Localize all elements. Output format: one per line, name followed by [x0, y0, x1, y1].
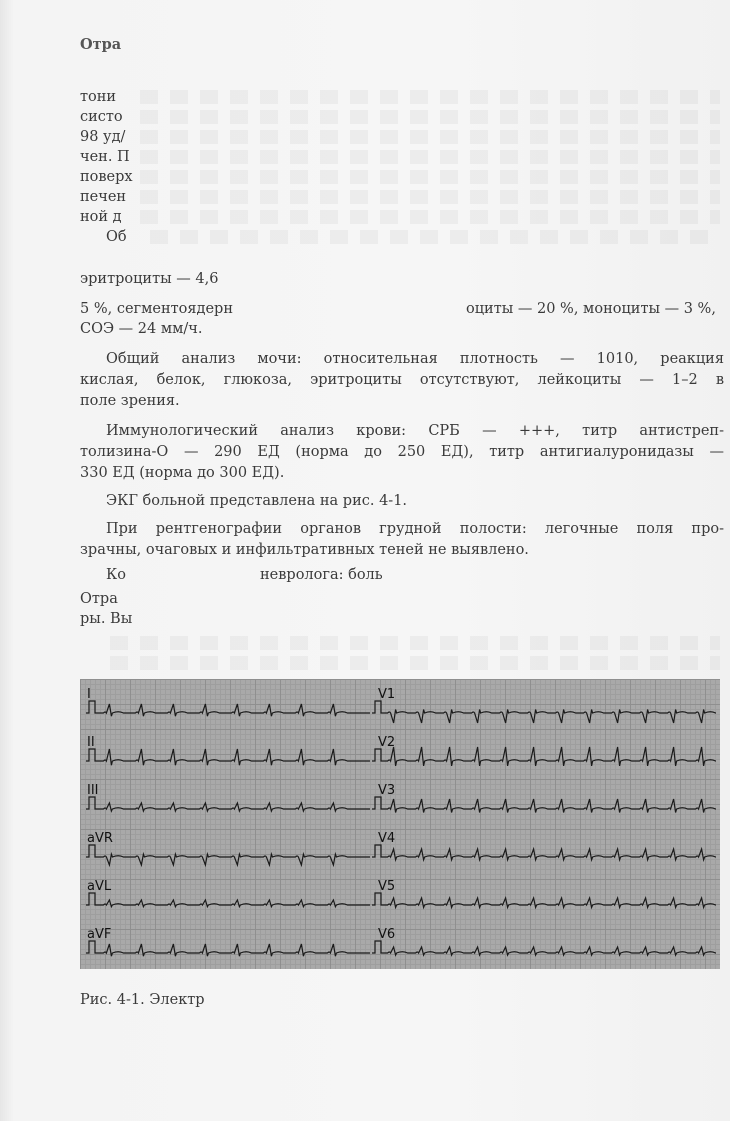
text-line: печен	[80, 189, 127, 205]
text-line: ры. Вы	[80, 611, 133, 627]
ecg-traces	[80, 679, 720, 969]
bleed-through	[110, 636, 720, 650]
lead-label-I: I	[87, 687, 91, 702]
paragraph-immuno-line: 330 ЕД (норма до 300 ЕД).	[80, 465, 285, 481]
ecg-trace-V6	[372, 941, 716, 955]
lead-label-V2: V2	[378, 735, 396, 750]
text-line: оциты — 20 %, моноциты — 3 %,	[466, 301, 716, 317]
ecg-trace-V3	[372, 797, 716, 813]
text-line: систо	[80, 109, 123, 125]
lead-label-V4: V4	[378, 831, 396, 846]
text-line: эритроциты — 4,6	[80, 271, 219, 287]
bleed-through	[150, 230, 720, 244]
text-line: Отра	[80, 591, 118, 607]
lead-label-V1: V1	[378, 687, 396, 702]
ecg-reference-line: ЭКГ больной представлена на рис. 4-1.	[106, 493, 408, 509]
text-line: Об	[106, 229, 127, 245]
lead-label-V6: V6	[378, 927, 396, 942]
bleed-through	[140, 190, 720, 204]
ecg-figure	[80, 679, 720, 969]
text-line: чен. П	[80, 149, 130, 165]
lead-label-III: III	[87, 783, 99, 798]
paragraph-urine-line: кислая, белок, глюкоза, эритроциты отсутствуют, лейкоциты — 1–2 в	[80, 372, 724, 388]
bleed-through	[140, 90, 720, 104]
figure-caption: Рис. 4-1. Электр	[80, 992, 205, 1008]
lead-label-V5: V5	[378, 879, 396, 894]
ecg-trace-V1	[372, 701, 716, 723]
ecg-trace-V5	[372, 893, 716, 907]
ecg-trace-II	[86, 749, 370, 765]
bleed-through	[140, 170, 720, 184]
ecg-trace-I	[86, 701, 370, 716]
paragraph-urine-line: поле зрения.	[80, 393, 180, 409]
bleed-through	[140, 150, 720, 164]
bleed-through	[140, 110, 720, 124]
bleed-through	[110, 656, 720, 670]
lead-label-V3: V3	[378, 783, 396, 798]
text-line: 98 уд/	[80, 129, 126, 145]
ecg-trace-III	[86, 797, 370, 811]
section-heading: Отра	[80, 36, 122, 53]
ecg-trace-aVF	[86, 941, 370, 956]
text-line: 5 %, сегментоядерн	[80, 301, 234, 317]
ecg-trace-aVL	[86, 893, 370, 907]
text-line: СОЭ — 24 мм/ч.	[80, 321, 203, 337]
lead-label-aVL: aVL	[87, 879, 112, 894]
text-line: тони	[80, 89, 117, 105]
ecg-trace-aVR	[86, 845, 370, 865]
lead-label-aVR: aVR	[87, 831, 113, 846]
text-line: невролога: боль	[260, 567, 383, 583]
bleed-through	[140, 210, 720, 224]
bleed-through	[140, 130, 720, 144]
text-line: Ко	[106, 567, 126, 583]
text-line: ной д	[80, 209, 122, 225]
text-line: поверх	[80, 169, 133, 185]
lead-label-aVF: aVF	[87, 927, 112, 942]
ecg-trace-V4	[372, 845, 716, 860]
paragraph-xray-line: зрачны, очаговых и инфильтративных теней не выявлено.	[80, 542, 529, 558]
paragraph-urine-line: Общий анализ мочи: относительная плотность — 1010, реакция	[106, 351, 724, 367]
paragraph-immuno-line: толизина-О — 290 ЕД (норма до 250 ЕД), титр антигиалуронидазы —	[80, 444, 724, 460]
paragraph-xray-line: При рентгенографии органов грудной полости: легочные поля про-	[106, 521, 724, 537]
ecg-trace-V2	[372, 747, 716, 766]
paragraph-immuno-line: Иммунологический анализ крови: СРБ — +++, титр антистреп-	[106, 423, 724, 439]
lead-label-II: II	[87, 735, 95, 750]
